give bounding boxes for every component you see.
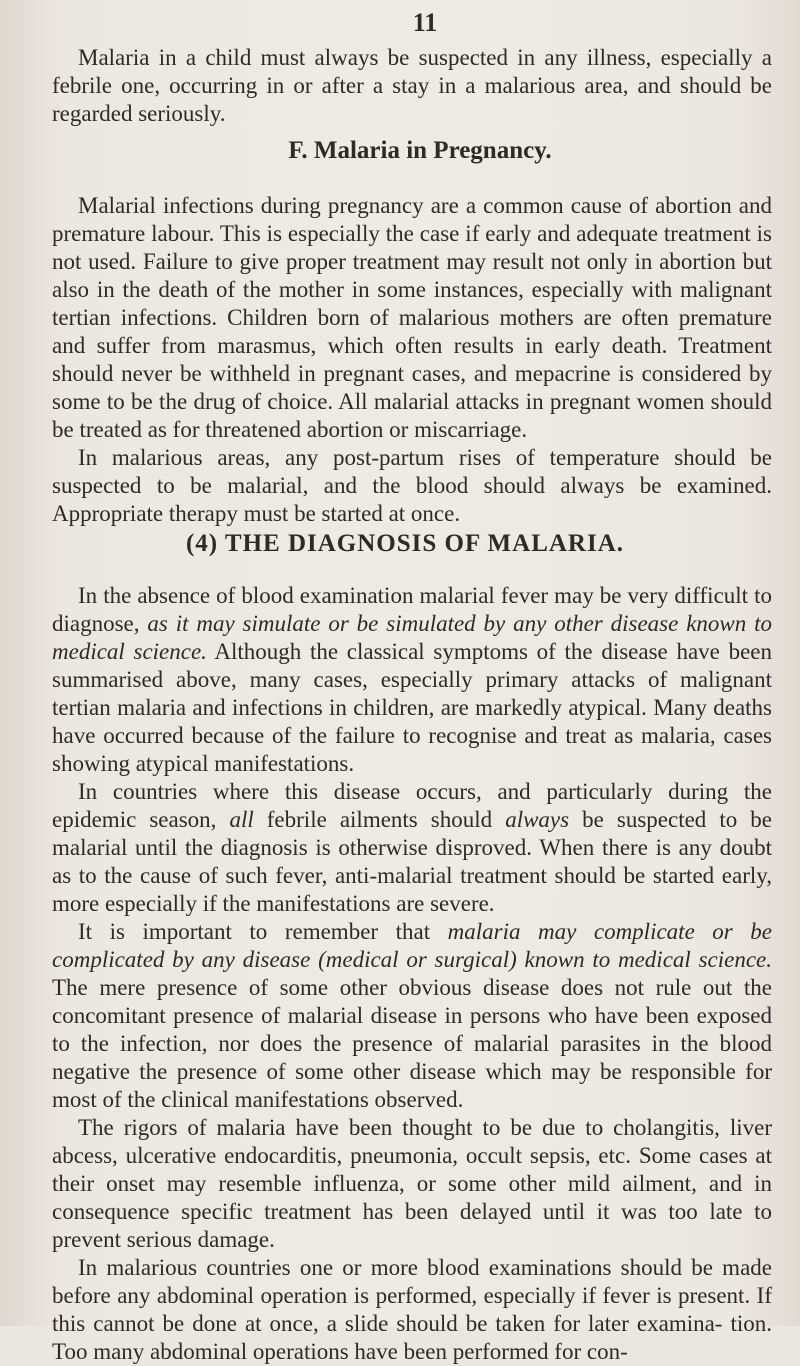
- diagnosis-paragraph-4: The rigors of malaria have been thought to be due to cholangitis, liver abcess, ulcerative endocarditis, pneumonia, occult sepsis, etc. Some cases at their onset may resemble influenza, or some other mild ailment, and in consequence specific treatment has been delayed until it was too late to prevent serious damage.: [52, 1115, 772, 1252]
- pregnancy-section-body: [52, 192, 772, 528]
- page-number: 11: [412, 8, 438, 37]
- intro-paragraph: Malaria in a child must always be suspected in any illness, especially a febrile one, occurring in or after a stay in a malarious area, and should be regarded seriously.: [52, 45, 772, 126]
- diagnosis-paragraph-2: In countries where this disease occurs, and particularly during the epidemic season, all febrile ailments should always be suspected to be malarial until the diagnosis is otherwise disproved. When there is any doubt as to the cause of such fever, anti-malarial treatment should be started early, more especially if the manifestations are severe.: [52, 779, 772, 916]
- diagnosis-paragraph-3: It is important to remember that malaria may complicate or be complicated by any disease (medical or surgical) known to medical science. The mere presence of some other obvious disease does not rule out the concomitant presence of malarial disease in persons who have been exposed to the infection, nor does the presence of malarial parasites in the blood negative the presence of some other disease which may be responsible for most of the clinical manifestations observed.: [52, 919, 773, 1112]
- diagnosis-paragraph-1: In the absence of blood examination malarial fever may be very difficult to diagnose, as it may simulate or be simulated by any other disease known to medical science. Although the classical symptoms of the disease have been summarised above, many cases, especially primary attacks of malignant tertian malaria and infections in children, are markedly atypical. Many deaths have occurred because of the failure to recognise and treat as malaria, cases showing atypical manifestations.: [52, 583, 773, 776]
- pregnancy-paragraph-1: Malarial infections during pregnancy are a common cause of abortion and premature labour. This is especially the case if early and adequate treatment is not used. Failure to give proper treatment may result not only in abortion but also in the death of the mother in some instances, especially with malignant tertian infections. Children born of malarious mothers are often premature and suffer from marasmus, which often results in early death. Treatment should never be withheld in pregnant cases, and mepacrine is considered by some to be the drug of choice. All malarial attacks in pregnant women should be treated as for threatened abortion or miscarriage.: [52, 193, 772, 442]
- section-heading-malaria-in-pregnancy: F. Malaria in Pregnancy.: [288, 137, 552, 164]
- intro-block: [52, 44, 772, 128]
- diagnosis-paragraph-5: In malarious countries one or more blood examinations should be made before any abdominal operation is performed, especially if fever is present. If this cannot be done at once, a slide should be taken for later examina- tion. Too many abdominal operations have been performed for con-: [52, 1255, 772, 1364]
- pregnancy-paragraph-2: In malarious areas, any post-partum rises of temperature should be suspected to be malarial, and the blood should always be examined. Appropriate therapy must be started at once.: [52, 445, 772, 526]
- section-heading-diagnosis-of-malaria: (4) THE DIAGNOSIS OF MALARIA.: [185, 530, 625, 557]
- diagnosis-section-body: [52, 582, 772, 1366]
